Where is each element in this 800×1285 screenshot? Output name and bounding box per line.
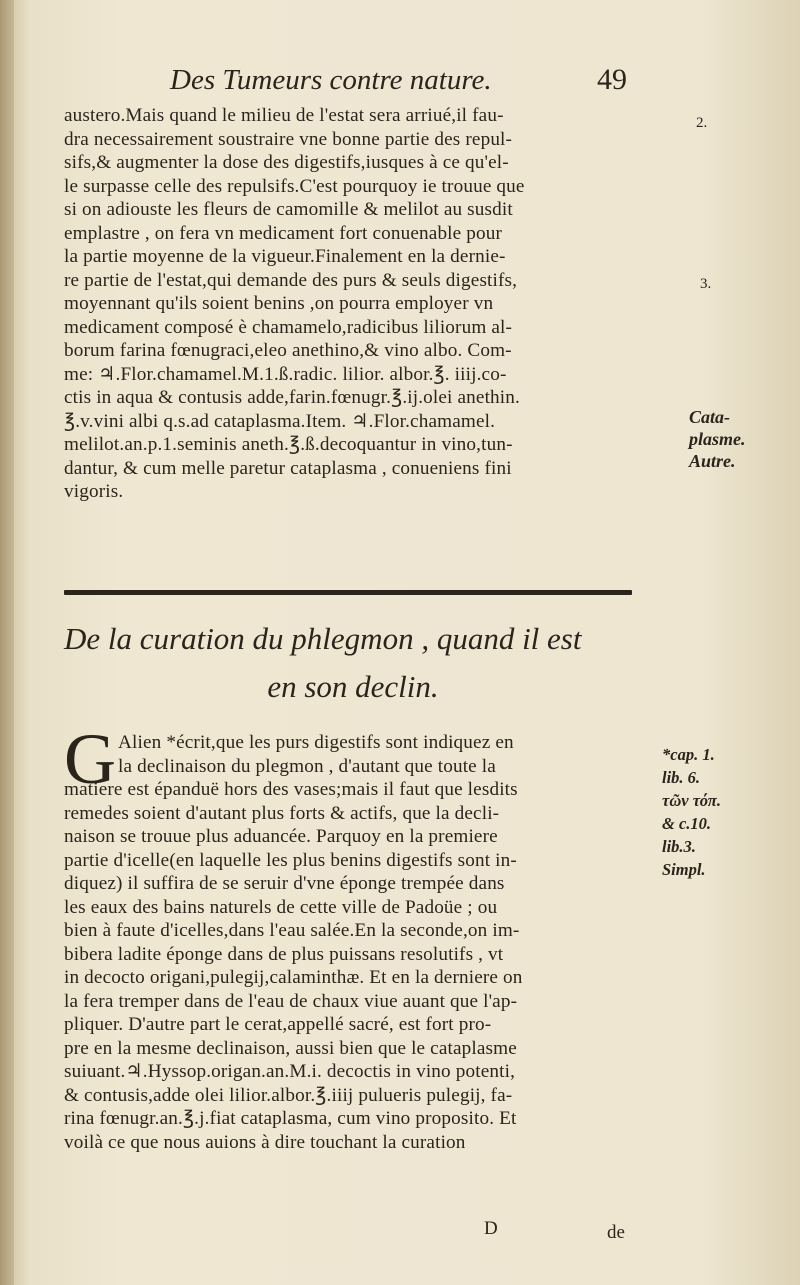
- margin-note-line: Autre.: [689, 451, 736, 471]
- text-line: medicament composé è chamamelo,radicibus liliorum al-: [64, 316, 513, 338]
- margin-note-citation: [662, 743, 721, 881]
- text-line: les eaux des bains naturels de cette ville de Padoüe ; ou: [64, 896, 498, 918]
- margin-note-line: Cata-: [689, 407, 731, 427]
- text-line: dra necessairement soustraire vne bonne partie des repul-: [64, 128, 513, 150]
- text-line: re partie de l'estat,qui demande des purs & seuls digestifs,: [64, 269, 518, 291]
- text-line: pliquer. D'autre part le cerat,appellé sacré, est fort pro-: [64, 1014, 492, 1035]
- text-line: austero.Mais quand le milieu de l'estat sera arriué,il fau-: [64, 105, 504, 126]
- text-line: voilà ce que nous auions à dire touchant la curation: [64, 1131, 466, 1153]
- text-line: & contusis,adde olei lilior.albor.℥.iiij pulueris pulegij, fa-: [64, 1084, 513, 1106]
- margin-note-cataplasme: [689, 406, 746, 472]
- drop-cap: G: [64, 719, 116, 799]
- margin-note-line: *cap. 1.: [662, 745, 715, 764]
- catchword: de: [607, 1222, 625, 1243]
- signature-mark: D: [484, 1218, 498, 1239]
- text-line: borum farina fœnugraci,eleo anethino,& vino albo. Com-: [64, 340, 512, 361]
- text-line: la declinaison du plegmon , d'autant que toute la: [118, 755, 496, 777]
- text-line: vigoris.: [64, 481, 124, 502]
- margin-note-number: 3.: [700, 276, 712, 292]
- text-line: melilot.an.p.1.seminis aneth.℥.ß.decoquantur in vino,tun-: [64, 434, 513, 455]
- paragraph-vigueur: [64, 104, 642, 504]
- text-line: suiuant.♃.Hyssop.origan.an.M.i. decoctis in vino potenti,: [64, 1061, 516, 1082]
- text-line: matiere est épanduë hors des vases;mais il faut que lesdits: [64, 779, 518, 800]
- text-line: bibera ladite éponge dans de plus puissans resolutifs , vt: [64, 943, 504, 965]
- section-heading: [64, 615, 642, 711]
- text-line: naison se trouue plus aduancée. Parquoy en la premiere: [64, 826, 498, 847]
- text-line: partie d'icelle(en laquelle les plus benins digestifs sont in-: [64, 849, 517, 871]
- text-line: la partie moyenne de la vigueur.Finalement en la dernie-: [64, 246, 506, 267]
- text-line: bien à faute d'icelles,dans l'eau salée.En la seconde,on im-: [64, 920, 520, 941]
- text-line: in decocto origani,pulegij,calaminthæ. Et en la derniere on: [64, 967, 523, 988]
- text-line: rina fœnugr.an.℥.j.fiat cataplasma, cum vino proposito. Et: [64, 1108, 517, 1129]
- text-line: emplastre , on fera vn medicament fort conuenable pour: [64, 222, 503, 244]
- text-line: la fera tremper dans de l'eau de chaux viue auant que l'ap-: [64, 990, 518, 1012]
- text-line: le surpasse celle des repulsifs.C'est pourquoy ie trouue que: [64, 175, 525, 197]
- margin-note-line: τῶν τόπ.: [662, 791, 721, 810]
- margin-note-line: lib.3.: [662, 837, 696, 856]
- text-line: me: ♃.Flor.chamamel.M.1.ß.radic. lilior. albor.℥. iiij.co-: [64, 363, 507, 385]
- text-line: ℥.v.vini albi q.s.ad cataplasma.Item. ♃.Flor.chamamel.: [64, 410, 496, 432]
- text-line: sifs,& augmenter la dose des digestifs,iusques à ce qu'el-: [64, 152, 509, 173]
- margin-note-line: & c.10.: [662, 814, 712, 833]
- margin-note-line: lib. 6.: [662, 768, 701, 787]
- section-heading-line: De la curation du phlegmon , quand il est: [64, 621, 582, 656]
- margin-note-line: Simpl.: [662, 860, 706, 879]
- text-line: moyennant qu'ils soient benins ,on pourra employer vn: [64, 293, 494, 314]
- page-gutter-shadow: [0, 0, 14, 1285]
- text-line: remedes soient d'autant plus forts & actifs, que la decli-: [64, 802, 500, 824]
- text-line: diquez) il suffira de se seruir d'vne éponge trempée dans: [64, 873, 505, 894]
- margin-note-line: plasme.: [689, 429, 746, 449]
- page-number: 49: [597, 63, 627, 96]
- running-head: [160, 55, 660, 105]
- section-divider: [64, 590, 632, 595]
- paragraph-declin: [64, 731, 642, 1154]
- text-line: si on adiouste les fleurs de camomille & melilot au susdit: [64, 199, 513, 220]
- margin-note-number: 2.: [696, 115, 708, 131]
- text-line: ctis in aqua & contusis adde,farin.fœnugr.℥.ij.olei anethin.: [64, 387, 520, 408]
- text-line: pre en la mesme declinaison, aussi bien que le cataplasme: [64, 1037, 517, 1059]
- section-heading-line: en son declin.: [267, 669, 439, 704]
- running-title: Des Tumeurs contre nature.: [170, 64, 492, 96]
- text-line: dantur, & cum melle paretur cataplasma , conueniens fini: [64, 457, 512, 479]
- text-line: Alien *écrit,que les purs digestifs sont indiquez en: [118, 732, 514, 753]
